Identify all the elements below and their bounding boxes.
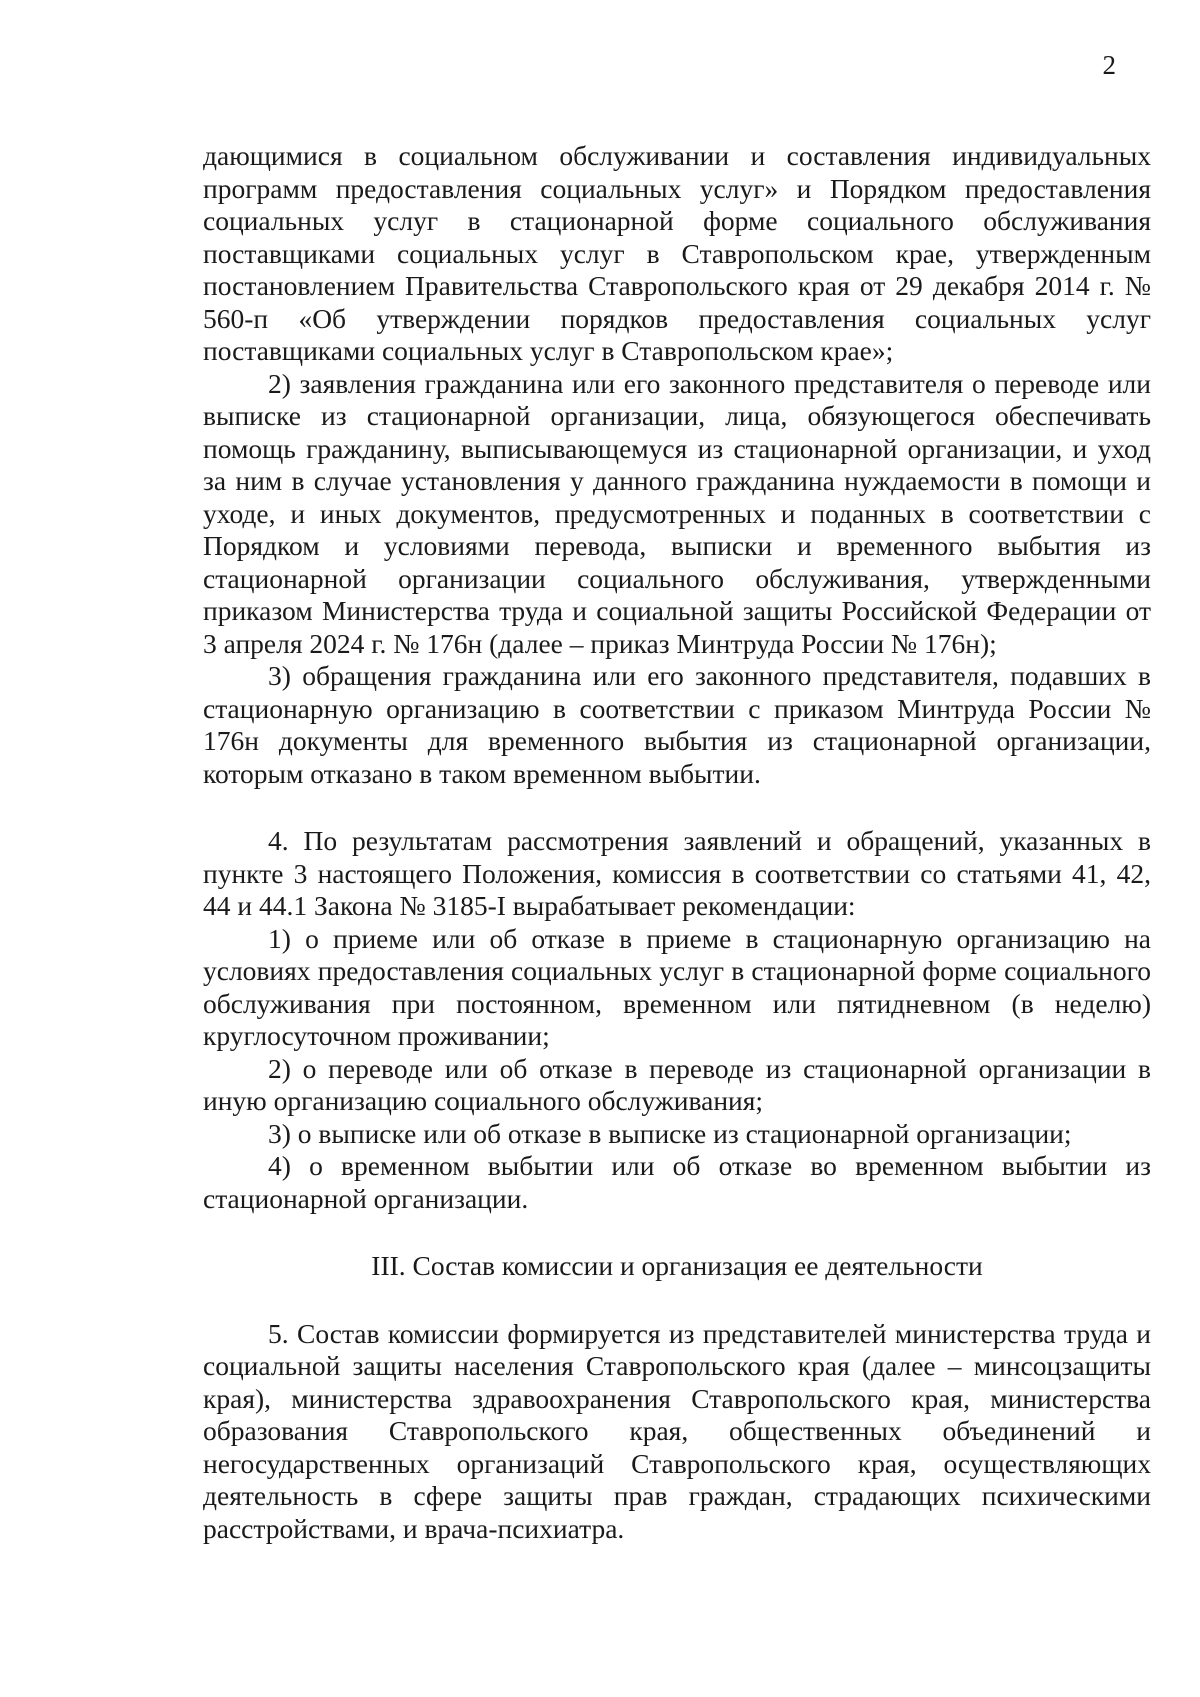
paragraph-intro: дающимися в социальном обслуживании и составления индивидуальных программ предоставления социальных услуг» и Порядком предоставления социальных услуг в стационарной форме социального обслуживания поставщиками социальных услуг в Ставропольском крае, утвержденным постановлением Правительства Ставропольского края от 29 декабря 2014 г. № 560-п «Об утверждении порядков предоставления социальных услуг поставщиками социальных услуг в Ставропольском крае»; xyxy=(203,140,1151,366)
paragraph-point-5: 5. Состав комиссии формируется из представителей министерства труда и социальной защиты населения Ставропольского края (далее – минсоцзащиты края), министерства здравоохранения Ставропольского края, министерства образования Ставропольского края, общественных объединений и негосударственных организаций Ставропольского края, осуществляющих деятельность в сфере защиты прав граждан, страдающих психическими расстройствами, и врача-психиатра. xyxy=(203,1317,1151,1544)
paragraph-point-4: 4. По результатам рассмотрения заявлений и обращений, указанных в пункте 3 настоящего Положения, комиссия в соответствии со статьями 41, 42, 44 и 44.1 Закона № 3185-I вырабатывает рекомендации: xyxy=(203,825,1151,921)
paragraph-recommendation-1: 1) о приеме или об отказе в приеме в стационарную организацию на условиях предоставления социальных услуг в стационарной форме социального обслуживания при постоянном, временном или пятидневном (в неделю) круглосуточном проживании; xyxy=(203,922,1151,1051)
document-body xyxy=(203,140,1151,1545)
paragraph-recommendation-3: 3) о выписке или об отказе в выписке из стационарной организации; xyxy=(268,1117,1072,1149)
paragraph-recommendation-2: 2) о переводе или об отказе в переводе из стационарной организации в иную организацию социального обслуживания; xyxy=(203,1052,1151,1116)
page-number: 2 xyxy=(1102,50,1116,80)
section-heading: III. Состав комиссии и организация ее деятельности xyxy=(371,1250,983,1281)
paragraph-recommendation-4: 4) о временном выбытии или об отказе во временном выбытии из стационарной организации. xyxy=(203,1150,1151,1214)
paragraph-item-3: 3) обращения гражданина или его законного представителя, подавших в стационарную организацию в соответствии с приказом Минтруда России № 176н документы для временного выбытия из стационарной организации, которым отказано в таком временном выбытии. xyxy=(203,660,1151,789)
paragraph-item-2: 2) заявления гражданина или его законного представителя о переводе или выписке из стационарной организации, лица, обязующегося обеспечивать помощь гражданину, выписывающемуся из стационарной организации, и уход за ним в случае установления у данного гражданина нуждаемости в помощи и уходе, и иных документов, предусмотренных и поданных в соответствии с Порядком и условиями перевода, выписки и временного выбытия из стационарной организации социального обслуживания, утвержденными приказом Министерства труда и социальной защиты Российской Федерации от 3 апреля 2024 г. № 176н (далее – приказ Минтруда России № 176н); xyxy=(203,367,1151,659)
